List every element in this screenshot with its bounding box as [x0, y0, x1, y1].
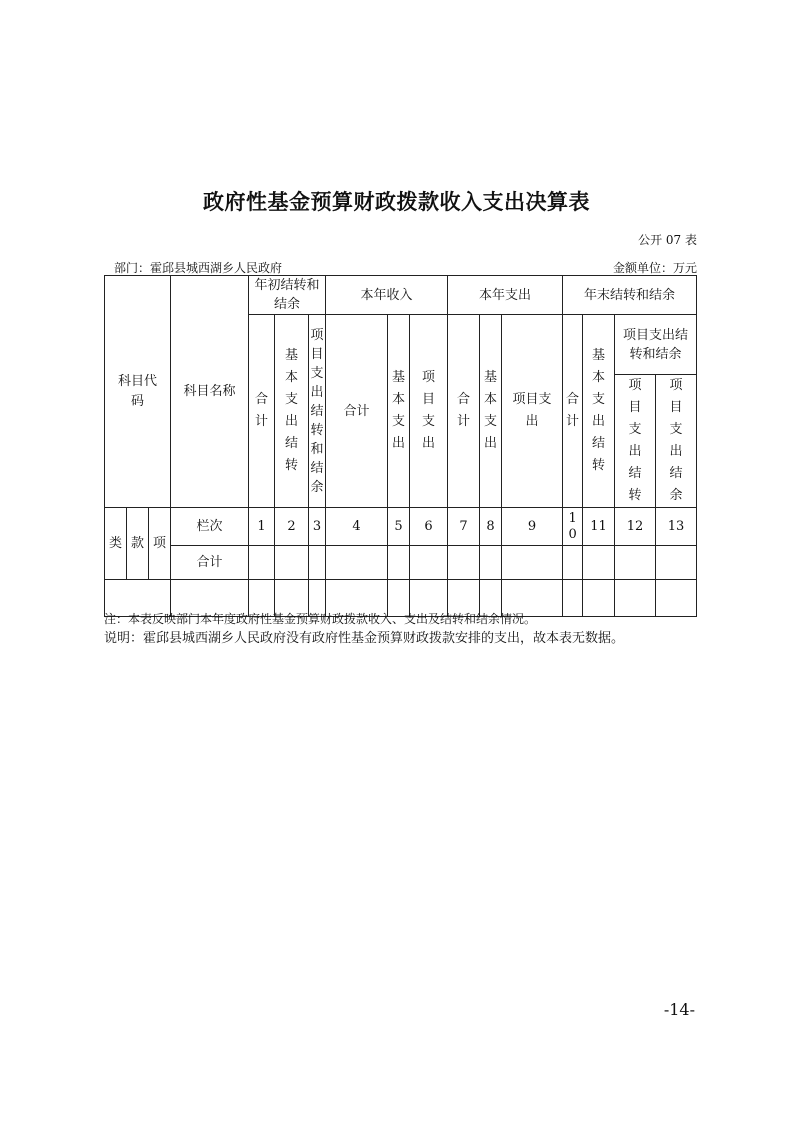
column-number: 13	[656, 508, 697, 546]
end-total-header: 合计	[563, 315, 583, 508]
column-number: 6	[410, 508, 448, 546]
column-number: 11	[583, 508, 615, 546]
expense-total-header: 合计	[448, 315, 480, 508]
table-cell	[502, 546, 563, 580]
unit-label: 金额单位：万元	[612, 261, 697, 275]
budget-table	[104, 275, 697, 617]
income-total-header: 合计	[326, 315, 388, 508]
income-project-expense-header: 项目支出	[410, 315, 448, 508]
column-number: 7	[448, 508, 480, 546]
total-row-label: 合计	[171, 546, 249, 580]
begin-total-header: 合计	[249, 315, 275, 508]
column-number: 12	[615, 508, 656, 546]
page-title: 政府性基金预算财政拨款收入支出决算表	[203, 190, 590, 214]
current-expense-header: 本年支出	[448, 276, 563, 315]
page-number: -14-	[663, 1000, 695, 1019]
column-number-row	[105, 508, 697, 546]
table-cell	[615, 546, 656, 580]
end-project-carry-header: 项目支出结转	[615, 375, 656, 508]
table-explanation: 说明：霍邱县城西湖乡人民政府没有政府性基金预算财政拨款安排的支出，故本表无数据。	[104, 631, 625, 646]
column-number: 3	[309, 508, 326, 546]
total-row	[105, 546, 697, 580]
kuan-header: 款	[127, 508, 149, 580]
table-cell	[656, 546, 697, 580]
table-cell	[583, 546, 615, 580]
header-row-1	[105, 276, 697, 315]
begin-project-carry-balance-header: 项目支出结转和结余	[309, 315, 326, 508]
current-income-header: 本年收入	[326, 276, 448, 315]
end-basic-carry-header: 基本支出结转	[583, 315, 615, 508]
subject-code-header: 科目代码	[105, 276, 171, 508]
column-no-label: 栏次	[171, 508, 249, 546]
subject-name-header: 科目名称	[171, 276, 249, 508]
table-cell	[615, 580, 656, 617]
column-number: 2	[275, 508, 309, 546]
column-number: 5	[388, 508, 410, 546]
column-number: 1	[249, 508, 275, 546]
table-cell	[448, 546, 480, 580]
table-cell	[480, 546, 502, 580]
table-cell	[656, 580, 697, 617]
expense-basic-header: 基本支出	[480, 315, 502, 508]
lei-header: 类	[105, 508, 127, 580]
expense-project-header: 项目支出	[502, 315, 563, 508]
begin-basic-carry-header: 基本支出结转	[275, 315, 309, 508]
end-project-balance-header: 项目支出结余	[656, 375, 697, 508]
xiang-header: 项	[149, 508, 171, 580]
table-cell	[563, 546, 583, 580]
end-balance-header: 年末结转和结余	[563, 276, 697, 315]
column-number: 9	[502, 508, 563, 546]
table-cell	[275, 546, 309, 580]
table-cell	[309, 546, 326, 580]
begin-balance-header: 年初结转和结余	[249, 276, 326, 315]
department-label: 部门：霍邱县城西湖乡人民政府	[114, 261, 283, 275]
table-cell	[563, 580, 583, 617]
form-number: 公开 07 表	[638, 233, 697, 247]
table-cell	[249, 546, 275, 580]
table-cell	[410, 546, 448, 580]
table-cell	[388, 546, 410, 580]
table-note: 注：本表反映部门本年度政府性基金预算财政拨款收入、支出及结转和结余情况。	[104, 612, 537, 626]
end-project-group-header: 项目支出结转和结余	[615, 315, 697, 375]
income-basic-expense-header: 基本支出	[388, 315, 410, 508]
table-cell	[583, 580, 615, 617]
table-cell	[326, 546, 388, 580]
column-number: 4	[326, 508, 388, 546]
column-number: 8	[480, 508, 502, 546]
column-number: 10	[563, 508, 583, 546]
